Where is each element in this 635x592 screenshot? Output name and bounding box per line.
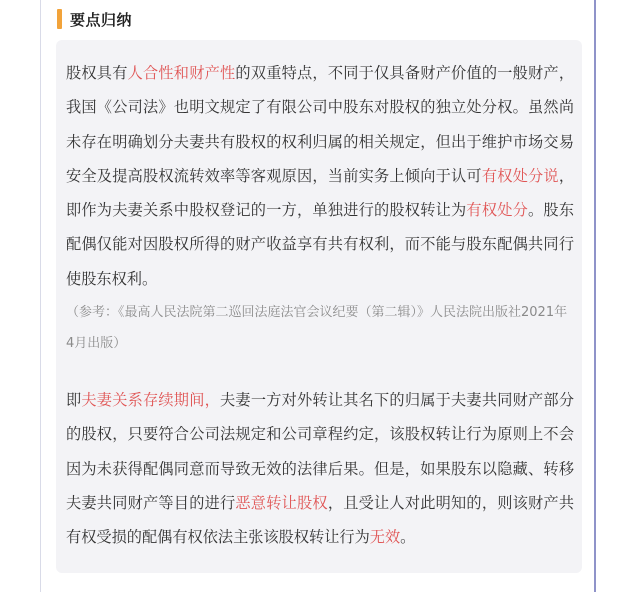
accent-bar <box>57 9 62 29</box>
paragraph-equity-nature <box>66 56 574 296</box>
paragraph-text: 的双重特点，不同于仅具备财产价值的一般财产，我国《公司法》也明文规定了有限公司中股东对股权的独立处分权。虽然尚未存在明确划分夫妻共有股权的权利归属的相关规定，但出于维护市场交易安全及提高股权流转效率等客观原因，当前实务上倾向于认可 <box>66 64 575 185</box>
paragraph-transfer-validity <box>66 383 574 554</box>
section-header <box>57 6 132 32</box>
highlight-text: 恶意转让股权 <box>235 493 328 512</box>
highlight-text: 有权处分说 <box>481 166 559 185</box>
highlight-text: 夫妻关系存续期间， <box>81 391 221 409</box>
highlight-text: 人合性和财产性 <box>127 64 236 82</box>
paragraph-text: ，且受让人对此明知的，则该财产共有权受损的配偶有权依法主张该股权转让行为 <box>66 493 575 547</box>
highlight-text: 无效 <box>369 528 401 547</box>
paragraph-text: 即 <box>66 391 82 409</box>
paragraph-text: 。股东配偶仅能对因股权所得的财产收益享有共有权利，而不能与股东配偶共同行使股东权利。 <box>66 201 575 288</box>
paragraph-text: 股权具有 <box>66 64 128 82</box>
highlight-text: 有权处分 <box>466 201 529 220</box>
paragraph-text: 。 <box>400 528 416 547</box>
section-title: 要点归纳 <box>70 10 133 29</box>
reference-note: （参考：《最高人民法院第二巡回法庭法官会议纪要（第二辑）》人民法院出版社2021年4月出版） <box>66 305 568 351</box>
paragraph-text: ，即作为夫妻关系中股权登记的一方，单独进行的股权转让为 <box>66 166 575 220</box>
paragraph-text: 夫妻一方对外转让其名下的归属于夫妻共同财产部分的股权，只要符合公司法规定和公司章程约定，该股权转让行为原则上不会因为未获得配偶同意而导致无效的法律后果。但是，如果股东以隐藏、转移夫妻共同财产等目的进行 <box>66 391 575 512</box>
